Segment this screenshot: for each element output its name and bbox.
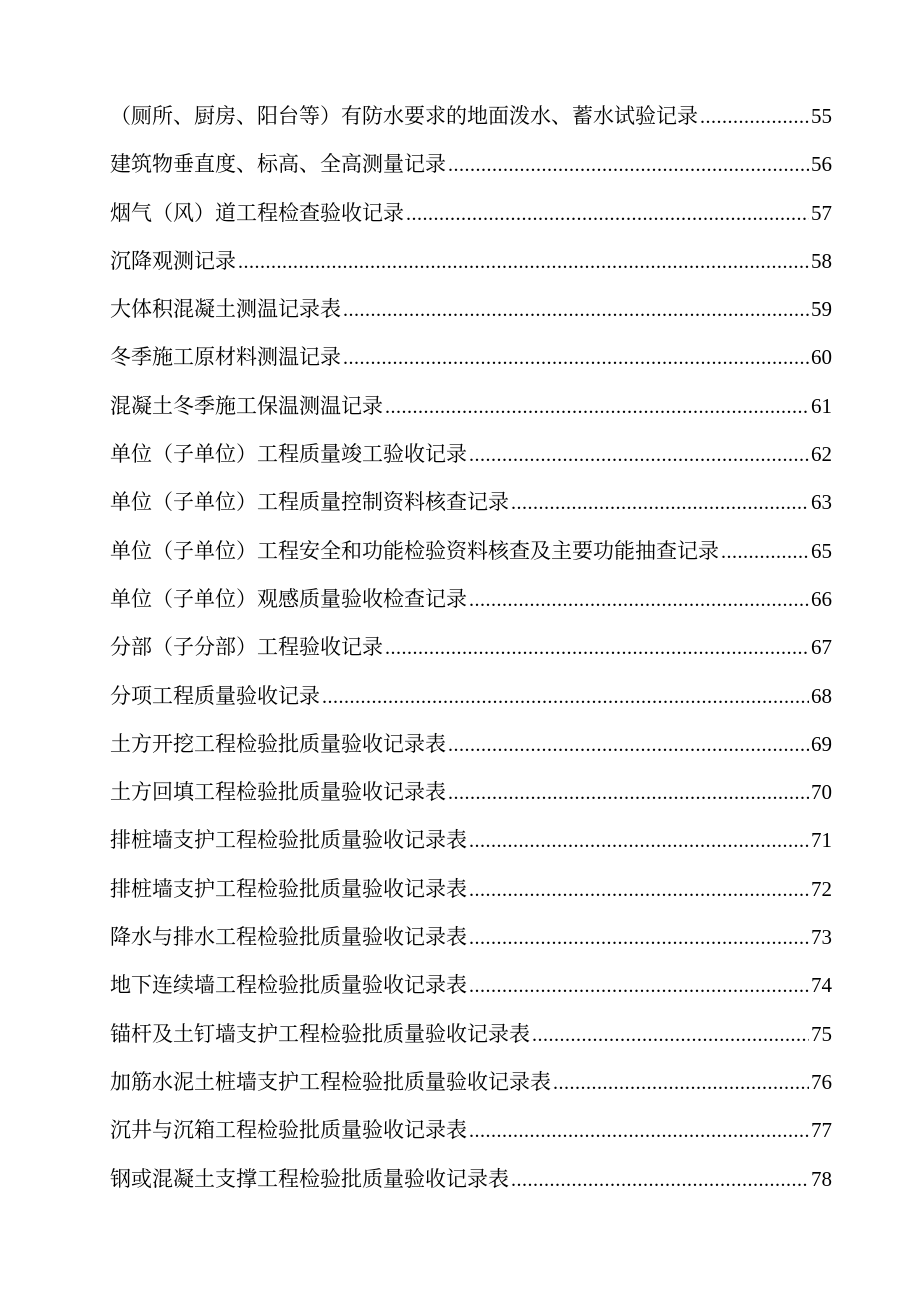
toc-entry (110, 382, 832, 430)
toc-entry-page: 67 (811, 635, 832, 660)
toc-entry-page: 69 (811, 731, 832, 756)
toc-entry-title: 冬季施工原材料测温记录 (110, 345, 341, 370)
toc-entry (110, 1155, 832, 1203)
toc-entry-title: 排桩墙支护工程检验批质量验收记录表 (110, 828, 467, 853)
toc-entry-title: 单位（子单位）观感质量验收检查记录 (110, 586, 467, 611)
toc-entry (110, 92, 832, 140)
toc-dot-leader (469, 914, 809, 962)
toc-entry (110, 1106, 832, 1154)
toc-entry (110, 478, 832, 526)
toc-dot-leader (385, 624, 809, 672)
toc-entry (110, 623, 832, 671)
toc-dot-leader (721, 528, 809, 576)
toc-entry-page: 75 (811, 1021, 832, 1046)
toc-entry (110, 140, 832, 188)
toc-dot-leader (469, 962, 809, 1010)
toc-entry-title: 沉井与沉箱工程检验批质量验收记录表 (110, 1118, 467, 1143)
toc-dot-leader (700, 93, 809, 141)
toc-entry-page: 77 (811, 1118, 832, 1143)
toc-dot-leader (238, 238, 809, 286)
toc-entry (110, 672, 832, 720)
toc-dot-leader (469, 866, 809, 914)
toc-entry-page: 59 (811, 297, 832, 322)
toc-entry-title: 建筑物垂直度、标高、全高测量记录 (110, 152, 446, 177)
toc-entry-page: 78 (811, 1166, 832, 1191)
toc-entry (110, 430, 832, 478)
toc-dot-leader (448, 721, 809, 769)
toc-entry-title: 降水与排水工程检验批质量验收记录表 (110, 925, 467, 950)
toc-entry-title: 锚杆及土钉墙支护工程检验批质量验收记录表 (110, 1021, 530, 1046)
toc-entry-title: 大体积混凝土测温记录表 (110, 297, 341, 322)
table-of-contents (110, 92, 832, 1203)
toc-dot-leader (406, 190, 809, 238)
toc-entry-title: 分部（子分部）工程验收记录 (110, 635, 383, 660)
toc-entry-page: 76 (811, 1069, 832, 1094)
toc-entry-page: 68 (811, 683, 832, 708)
toc-entry (110, 913, 832, 961)
toc-entry-title: 单位（子单位）工程安全和功能检验资料核查及主要功能抽查记录 (110, 538, 719, 563)
toc-entry (110, 865, 832, 913)
toc-entry-title: 沉降观测记录 (110, 248, 236, 273)
toc-entry (110, 1058, 832, 1106)
toc-entry-page: 63 (811, 490, 832, 515)
toc-entry (110, 720, 832, 768)
toc-entry-title: 土方回填工程检验批质量验收记录表 (110, 780, 446, 805)
toc-dot-leader (469, 576, 809, 624)
toc-entry-page: 73 (811, 925, 832, 950)
toc-entry (110, 816, 832, 864)
toc-entry-title: 单位（子单位）工程质量竣工验收记录 (110, 442, 467, 467)
toc-entry (110, 527, 832, 575)
toc-dot-leader (469, 817, 809, 865)
toc-dot-leader (469, 431, 809, 479)
toc-entry-page: 62 (811, 442, 832, 467)
toc-entry-page: 57 (811, 200, 832, 225)
toc-dot-leader (448, 141, 809, 189)
toc-entry-page: 66 (811, 586, 832, 611)
toc-entry-page: 60 (811, 345, 832, 370)
toc-entry-page: 55 (811, 104, 832, 128)
toc-entry-title: 地下连续墙工程检验批质量验收记录表 (110, 973, 467, 998)
toc-entry-title: 分项工程质量验收记录 (110, 683, 320, 708)
toc-dot-leader (511, 479, 809, 527)
toc-entry (110, 285, 832, 333)
toc-entry-page: 72 (811, 876, 832, 901)
toc-entry-page: 58 (811, 248, 832, 273)
toc-entry-title: （厕所、厨房、阳台等）有防水要求的地面泼水、蓄水试验记录 (110, 104, 698, 128)
toc-dot-leader (532, 1011, 809, 1059)
toc-entry-title: 钢或混凝土支撑工程检验批质量验收记录表 (110, 1166, 509, 1191)
toc-entry (110, 768, 832, 816)
toc-entry-title: 土方开挖工程检验批质量验收记录表 (110, 731, 446, 756)
toc-entry-title: 排桩墙支护工程检验批质量验收记录表 (110, 876, 467, 901)
toc-dot-leader (511, 1156, 809, 1204)
toc-entry (110, 237, 832, 285)
toc-dot-leader (385, 383, 809, 431)
toc-entry-page: 65 (811, 538, 832, 563)
toc-dot-leader (469, 1107, 809, 1155)
toc-dot-leader (343, 334, 809, 382)
toc-entry (110, 1010, 832, 1058)
toc-entry-page: 61 (811, 393, 832, 418)
toc-dot-leader (322, 673, 809, 721)
toc-dot-leader (553, 1059, 809, 1107)
toc-entry (110, 189, 832, 237)
toc-entry-title: 混凝土冬季施工保温测温记录 (110, 393, 383, 418)
toc-entry (110, 333, 832, 381)
toc-entry (110, 575, 832, 623)
toc-entry (110, 961, 832, 1009)
toc-dot-leader (343, 286, 809, 334)
toc-entry-page: 70 (811, 780, 832, 805)
toc-entry-page: 56 (811, 152, 832, 177)
toc-dot-leader (448, 769, 809, 817)
toc-entry-page: 71 (811, 828, 832, 853)
toc-entry-title: 加筋水泥土桩墙支护工程检验批质量验收记录表 (110, 1069, 551, 1094)
toc-entry-title: 单位（子单位）工程质量控制资料核查记录 (110, 490, 509, 515)
toc-entry-page: 74 (811, 973, 832, 998)
toc-entry-title: 烟气（风）道工程检查验收记录 (110, 200, 404, 225)
